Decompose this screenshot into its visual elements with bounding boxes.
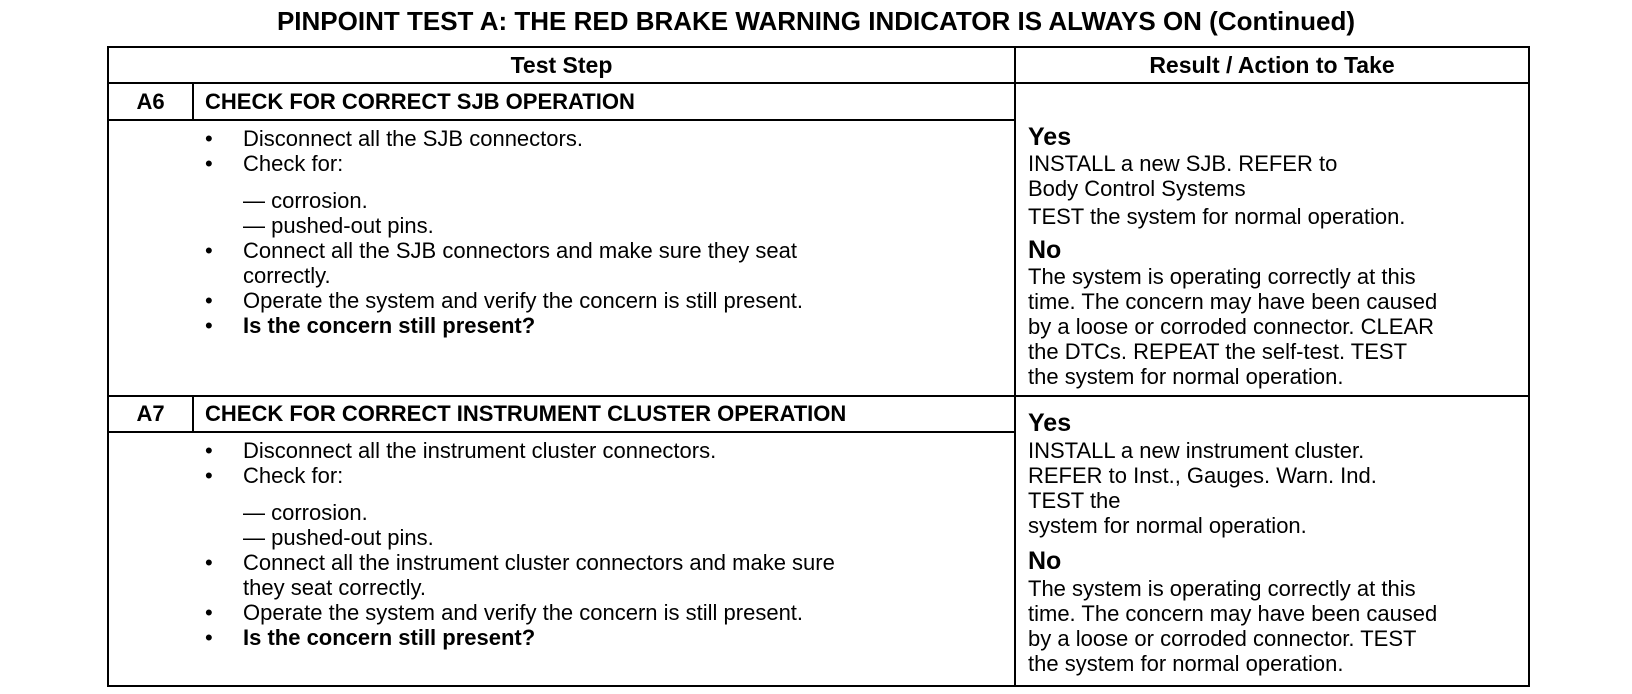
a7-yes-line-3: TEST the xyxy=(1028,488,1121,513)
bullet-dot: • xyxy=(205,625,213,650)
a7-no-line-3: by a loose or corroded connector. TEST xyxy=(1028,626,1417,651)
a7-no-line-2: time. The concern may have been caused xyxy=(1028,601,1438,626)
a6-no-line-3: by a loose or corroded connector. CLEAR xyxy=(1028,314,1435,339)
a7-yes-line-2: REFER to Inst., Gauges. Warn. Ind. xyxy=(1028,463,1377,488)
a6-line-4: — pushed-out pins. xyxy=(243,213,434,238)
a7-line-5: Connect all the instrument cluster connectors and make sure xyxy=(243,550,835,575)
bullet-dot: • xyxy=(205,463,213,488)
page-title: PINPOINT TEST A: THE RED BRAKE WARNING INDICATOR IS ALWAYS ON (Continued) xyxy=(276,6,1356,36)
row-divider xyxy=(107,395,1530,397)
a6-yes-line-3: TEST the system for normal operation. xyxy=(1028,204,1406,229)
a6-no-line-2: time. The concern may have been caused xyxy=(1028,289,1438,314)
step-id-a7: A7 xyxy=(136,401,165,426)
a6-yes-label: Yes xyxy=(1028,123,1072,151)
a6-no-line-1: The system is operating correctly at this xyxy=(1028,264,1416,289)
a7-line-4: — pushed-out pins. xyxy=(243,525,434,550)
a6-no-label: No xyxy=(1028,236,1062,264)
bullet-dot: • xyxy=(205,288,213,313)
a6-line-3: — corrosion. xyxy=(243,188,368,213)
a7-yes-line-4: system for normal operation. xyxy=(1028,513,1307,538)
a6-id-divider xyxy=(192,84,194,120)
bullet-dot: • xyxy=(205,151,213,176)
a6-line-6: correctly. xyxy=(243,263,331,288)
a7-yes-label: Yes xyxy=(1028,409,1072,437)
a6-no-line-4: the DTCs. REPEAT the self-test. TEST xyxy=(1028,339,1408,364)
a7-line-6: they seat correctly. xyxy=(243,575,426,600)
bullet-dot: • xyxy=(205,438,213,463)
bullet-dot: • xyxy=(205,600,213,625)
a6-title-divider xyxy=(107,119,1016,121)
bullet-dot: • xyxy=(205,313,213,338)
a6-no-line-5: the system for normal operation. xyxy=(1028,364,1344,389)
a7-line-2: Check for: xyxy=(243,463,344,488)
a6-line-7: Operate the system and verify the concern is still present. xyxy=(243,288,804,313)
a7-no-line-4: the system for normal operation. xyxy=(1028,651,1344,676)
a6-line-2: Check for: xyxy=(243,151,344,176)
a7-line-7: Operate the system and verify the concern is still present. xyxy=(243,600,804,625)
a7-title-divider xyxy=(107,431,1016,433)
a7-line-1: Disconnect all the instrument cluster connectors. xyxy=(243,438,717,463)
header-test-step: Test Step xyxy=(510,52,613,78)
a7-no-label: No xyxy=(1028,547,1062,575)
bullet-dot: • xyxy=(205,126,213,151)
step-title-a6: CHECK FOR CORRECT SJB OPERATION xyxy=(205,89,635,114)
step-title-a7: CHECK FOR CORRECT INSTRUMENT CLUSTER OPERATION xyxy=(205,401,847,426)
a6-line-5: Connect all the SJB connectors and make sure they seat xyxy=(243,238,797,263)
header-result-action: Result / Action to Take xyxy=(1149,52,1395,78)
a7-line-3: — corrosion. xyxy=(243,500,368,525)
a7-no-line-1: The system is operating correctly at this xyxy=(1028,576,1416,601)
a7-question: Is the concern still present? xyxy=(243,625,536,650)
header-divider xyxy=(107,82,1530,84)
a7-yes-line-1: INSTALL a new instrument cluster. xyxy=(1028,438,1365,463)
bullet-dot: • xyxy=(205,550,213,575)
step-id-a6: A6 xyxy=(136,89,165,114)
a6-question: Is the concern still present? xyxy=(243,313,536,338)
column-divider xyxy=(1014,46,1016,687)
a7-id-divider xyxy=(192,397,194,432)
a6-line-1: Disconnect all the SJB connectors. xyxy=(243,126,583,151)
bullet-dot: • xyxy=(205,238,213,263)
a6-yes-line-2: Body Control Systems xyxy=(1028,176,1246,201)
a6-yes-line-1: INSTALL a new SJB. REFER to xyxy=(1028,151,1338,176)
